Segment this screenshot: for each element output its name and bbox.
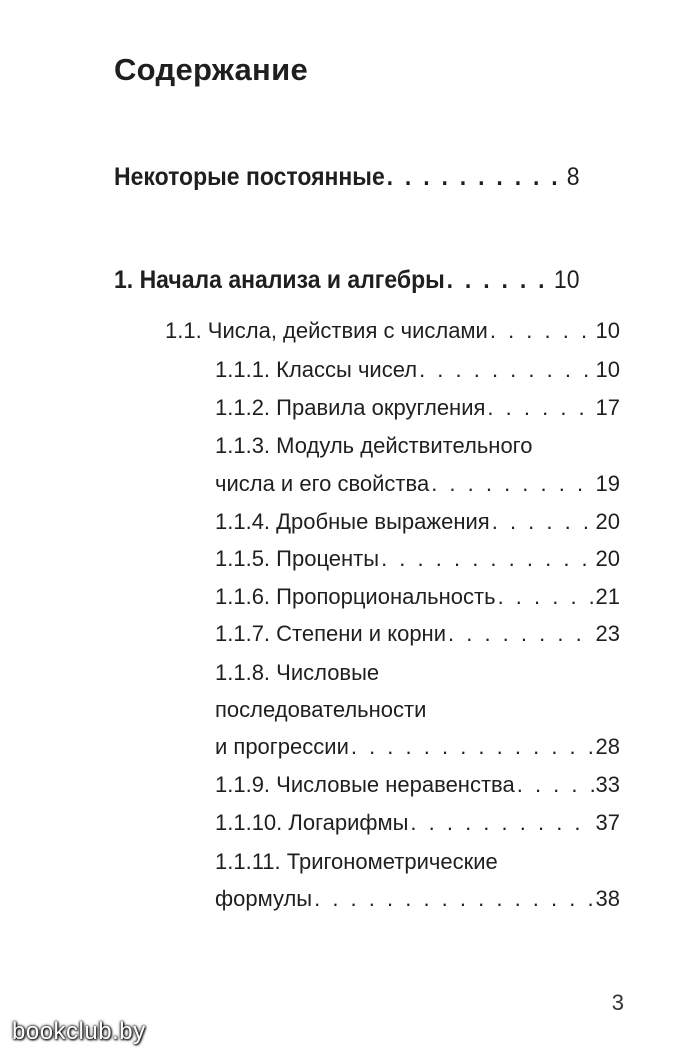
toc-entry-page: 23: [595, 621, 620, 646]
toc-entry-1-1-9: [215, 772, 620, 798]
toc-entry-section-1-1: [165, 318, 620, 344]
toc-entry-title: формулы: [215, 886, 313, 911]
toc-entry-1-1-11: [215, 886, 620, 912]
toc-entry-title: 1.1.1. Классы чисел: [215, 357, 418, 382]
toc-entry-page: 8: [566, 163, 580, 191]
dot-leader: [487, 395, 593, 421]
toc-entry-title: 1.1.5. Проценты: [215, 546, 380, 571]
dot-leader: [410, 810, 593, 836]
toc-entry-1-1-8-line1: 1.1.8. Числовые: [215, 660, 380, 685]
toc-entry-page: 20: [595, 546, 620, 571]
toc-entry-title: 1.1.9. Числовые неравенства: [215, 772, 515, 797]
dot-leader: [314, 886, 593, 912]
toc-entry-1-1-11-line1: 1.1.11. Тригонометрические: [215, 849, 498, 874]
page-number: 3: [611, 990, 624, 1015]
toc-entry-title: 1.1.7. Степени и корни: [215, 621, 446, 646]
toc-entry-title: Некоторые постоянные: [114, 163, 385, 191]
toc-entry-page: 38: [595, 886, 620, 911]
toc-entry-title: 1.1.4. Дробные выражения: [215, 509, 490, 534]
toc-entry-title: 1.1.10. Логарифмы: [215, 810, 409, 835]
toc-entry-1-1-3-line1: 1.1.3. Модуль действительного: [215, 433, 533, 458]
toc-entry-title: 1. Начала анализа и алгебры: [114, 266, 445, 294]
toc-entry-1-1-8: [215, 734, 620, 760]
dot-leader: [419, 357, 593, 383]
dot-leader: [490, 318, 594, 344]
toc-entry-page: 10: [595, 318, 620, 343]
toc-entry-1-1-7: [215, 621, 620, 647]
toc-entry-constants: [114, 163, 580, 192]
dot-leader: [517, 772, 594, 798]
toc-entry-title: 1.1. Числа, действия с числами: [165, 318, 488, 343]
toc-entry-1-1-10: [215, 810, 620, 836]
toc-entry-page: 17: [595, 395, 620, 420]
toc-entry-page: 20: [595, 509, 620, 534]
toc-entry-page: 28: [595, 734, 620, 759]
dot-leader: [492, 509, 594, 535]
toc-entry-page: 10: [553, 266, 580, 294]
dot-leader: [387, 163, 558, 192]
toc-entry-page: 33: [595, 772, 620, 797]
toc-entry-1-1-8-line2: последовательности: [215, 697, 427, 722]
toc-entry-page: 10: [595, 357, 620, 382]
toc-entry-1-1-3: [215, 471, 620, 497]
toc-entry-title: и прогрессии: [215, 734, 349, 759]
dot-leader: [381, 546, 593, 572]
toc-entry-page: 21: [595, 584, 620, 609]
toc-entry-title: 1.1.2. Правила округления: [215, 395, 486, 420]
dot-leader: [351, 734, 594, 760]
watermark: bookclub.by: [12, 1018, 146, 1045]
toc-entry-1-1-2: [215, 395, 620, 421]
toc-entry-title: 1.1.6. Пропорциональность: [215, 584, 496, 609]
toc-entry-chapter-1: [114, 266, 580, 295]
toc-entry-page: 19: [595, 471, 620, 496]
toc-entry-1-1-6: [215, 584, 620, 610]
toc-entry-page: 37: [595, 810, 620, 835]
dot-leader: [431, 471, 593, 497]
dot-leader: [498, 584, 594, 610]
toc-entry-title: числа и его свойства: [215, 471, 430, 496]
toc-entry-1-1-4: [215, 509, 620, 535]
dot-leader: [447, 266, 545, 295]
toc-heading: Содержание: [114, 52, 308, 87]
toc-entry-1-1-5: [215, 546, 620, 572]
toc-entry-1-1-1: [215, 357, 620, 383]
dot-leader: [448, 621, 594, 647]
